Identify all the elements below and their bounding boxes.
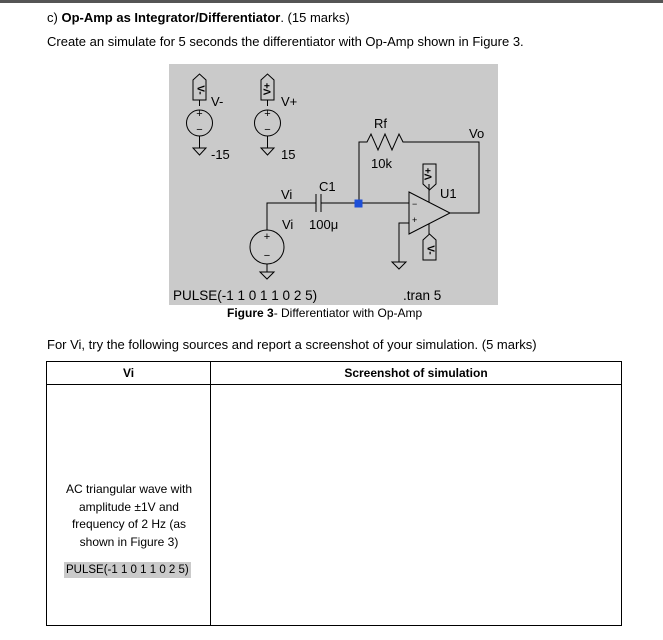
vminus-net-label: V- [211,94,224,109]
instruction-text: Create an simulate for 5 seconds the differentiator with Op-Amp shown in Figure 3. [47,34,524,49]
vi-pulse-spec: PULSE(-1 1 0 1 1 0 2 5) [66,564,189,576]
figure-caption [227,306,422,320]
feedback-wire [359,134,479,213]
vi-cell [47,385,211,626]
vminus-ground-icon [193,148,206,155]
vplus-minus-sign: − [264,124,271,136]
table-row [47,385,622,626]
vi-minus-sign: − [263,250,271,262]
section-marks: . (15 marks) [280,10,350,25]
c1-name-label: C1 [319,179,336,194]
rf-value-label: 10k [371,156,392,171]
vi-ground-icon [260,272,274,279]
vplus-net-label: V+ [281,94,298,109]
vo-label: Vo [469,126,485,141]
header-vi: Vi [47,362,211,385]
caption-figure-number: Figure 3 [227,306,274,320]
vplus-ground-icon [261,148,274,155]
top-border [0,0,663,3]
circuit-figure [169,64,498,305]
vplus-value-label: 15 [281,147,296,162]
vi-plus-sign: + [263,231,271,243]
u1-label: U1 [440,186,457,201]
opamp-plus-wire [399,223,409,262]
vplus-plus-sign: + [264,108,271,120]
opamp-vplus-flag-label: V+ [423,167,435,181]
junction-node [355,200,362,207]
section-label: c) [47,10,58,25]
vi-top-label: Vi [281,187,293,202]
simulation-table [46,361,622,626]
circuit-schematic [169,64,498,305]
vi-bottom-label: Vi [282,217,294,232]
vplus-flag-label: V+ [262,82,274,96]
screenshot-cell[interactable] [211,385,622,626]
section-title: Op-Amp as Integrator/Differentiator [61,10,281,25]
table-header-row [47,362,622,385]
c1-value-label: 100μ [309,217,339,232]
opamp-minus-input: − [412,199,418,209]
header-screenshot: Screenshot of simulation [211,362,622,385]
caption-text: - Differentiator with Op-Amp [273,306,423,320]
rf-name-label: Rf [374,116,387,131]
prompt-text: For Vi, try the following sources and report a screenshot of your simulation. (5 marks) [47,337,537,352]
pulse-directive: PULSE(-1 1 0 1 1 0 2 5) [173,288,318,303]
opamp-ground-icon [392,262,406,269]
opamp-vminus-flag-label: V- [424,245,436,255]
opamp-plus-input: + [412,215,418,225]
vminus-minus-sign: − [196,124,203,136]
vminus-value-label: -15 [211,147,230,162]
vminus-plus-sign: + [196,108,203,120]
vi-description: AC triangular wave with amplitude ±1V and frequency of 2 Hz (as shown in Figure 3) [65,482,193,549]
tran-directive: .tran 5 [403,288,442,303]
section-heading [47,10,350,25]
vminus-flag-label: V- [194,85,206,95]
